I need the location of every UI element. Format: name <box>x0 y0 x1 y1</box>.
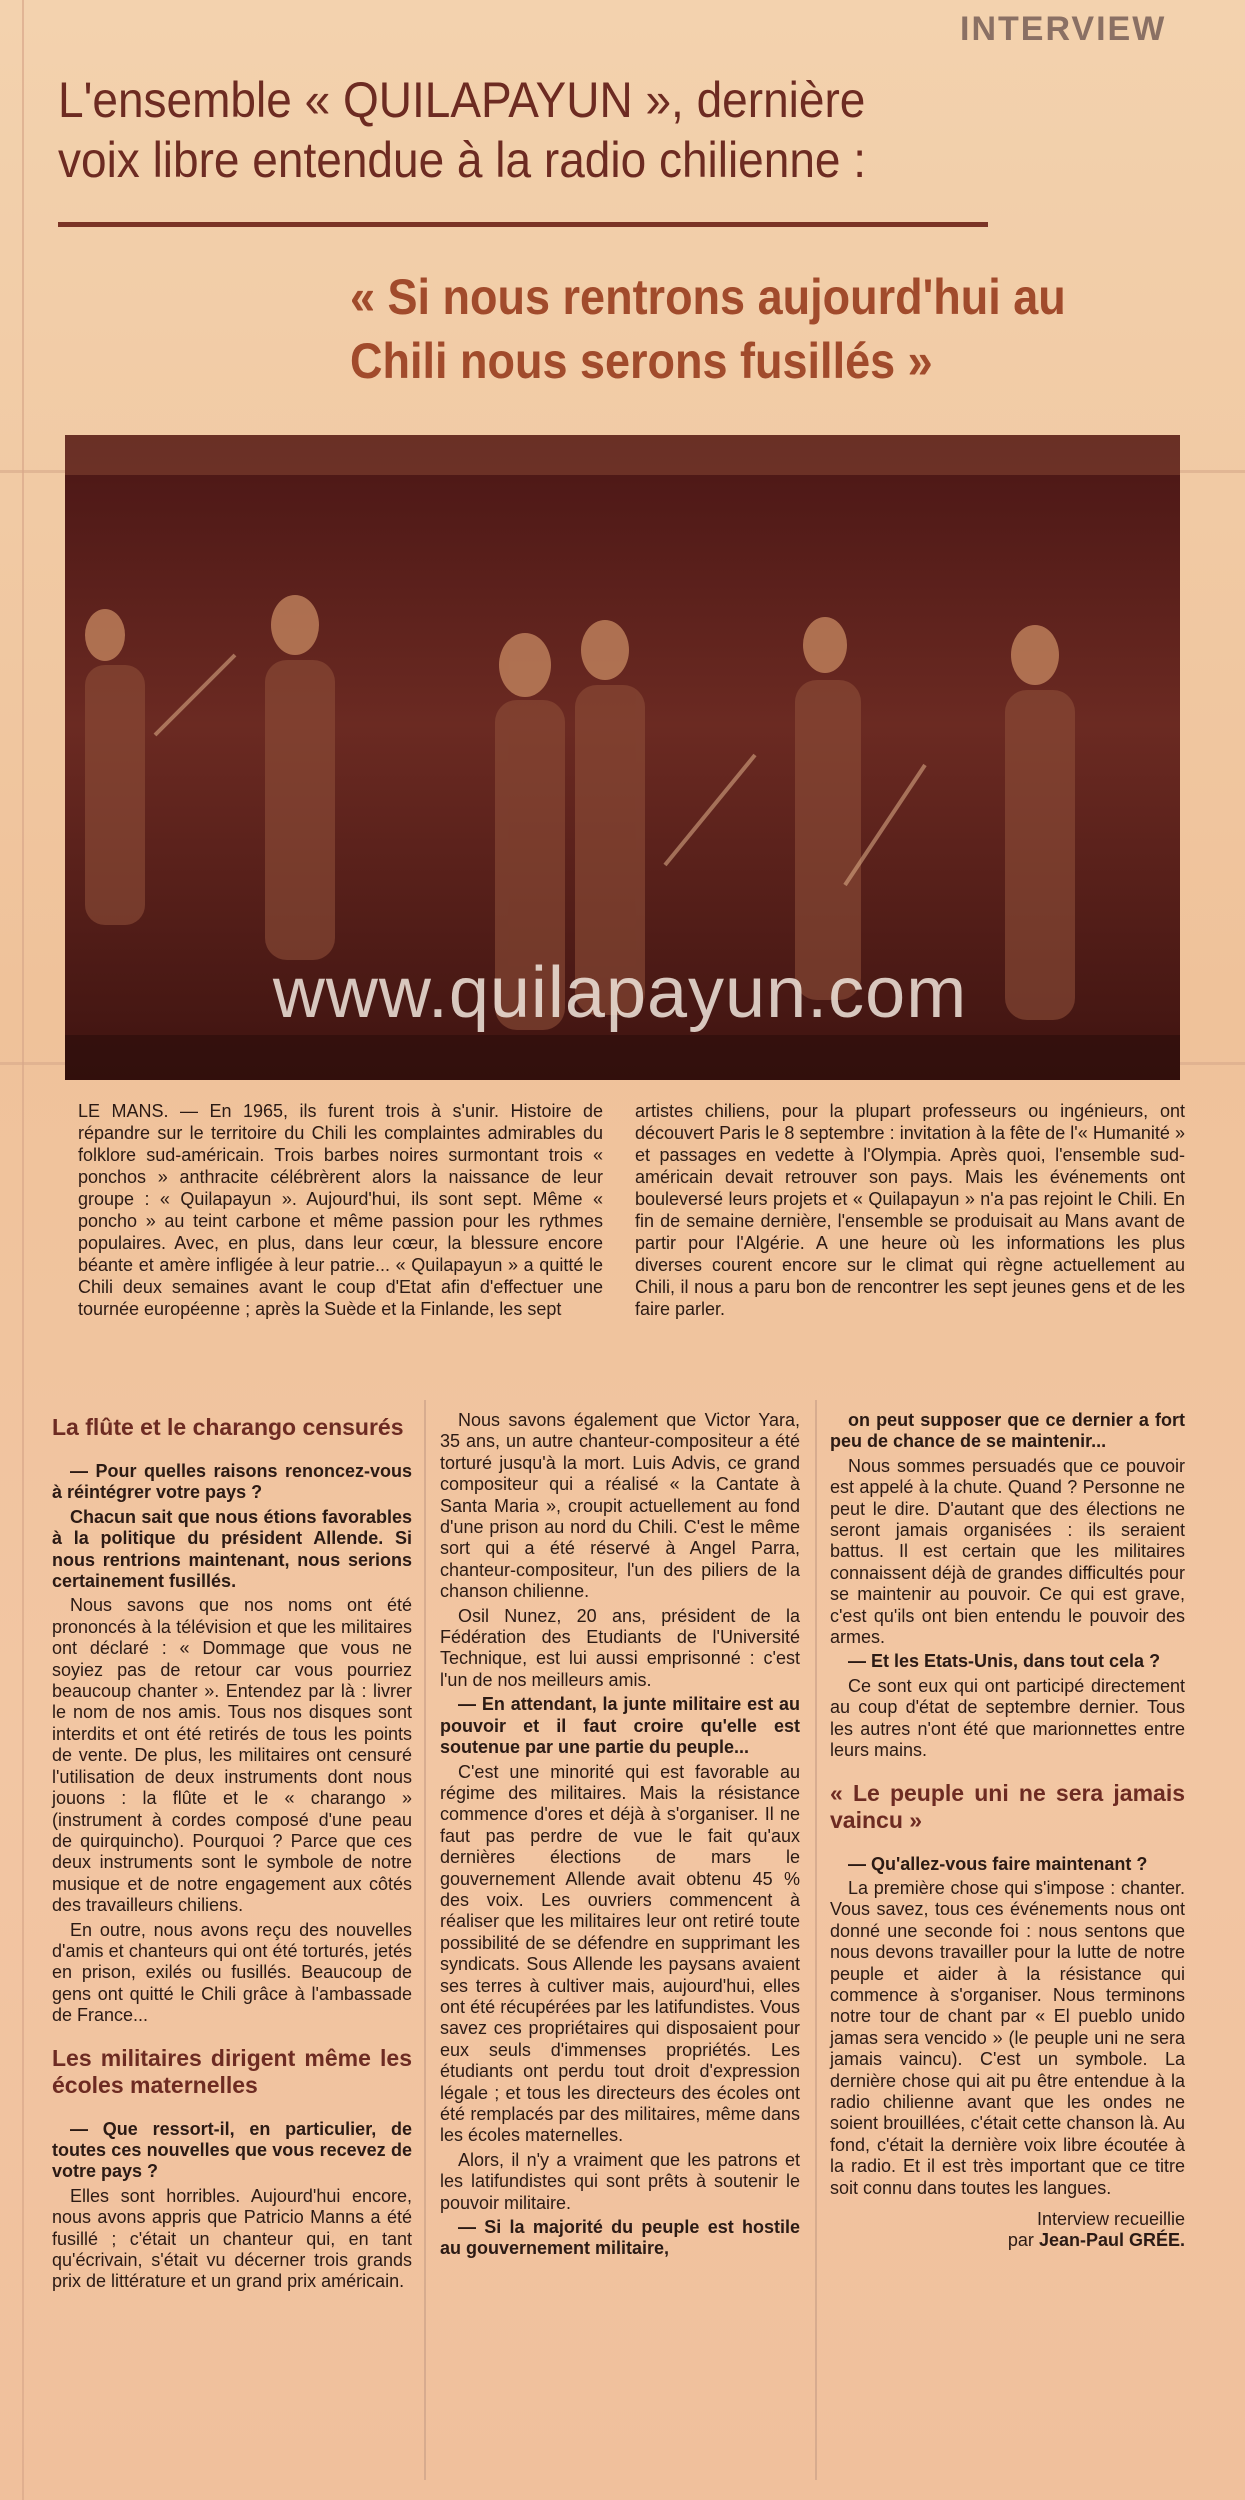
headline-rule <box>58 222 988 227</box>
question-paragraph: — En attendant, la junte militaire est au pouvoir et il faut croire qu'elle est soutenue par une partie du peuple... <box>440 1694 800 1758</box>
body-paragraph: Nous sommes persuadés que ce pouvoir est appelé à la chute. Quand ? Personne ne peut le dire. D'autant que des élections ne seront jamais organisées : ils seraient battus. Il est certain que les militaires connaissent déjà de grandes difficultés pour se maintenir au pouvoir. Ce qui est grave, c'est qu'ils ont bien entendu le pouvoir des armes. <box>830 1455 1185 1648</box>
body-paragraph: Nous savons également que Victor Yara, 35 ans, un autre chanteur-compositeur a été torturé jusqu'à la mort. Luis Advis, ce grand compositeur qui a réalisé « la Cantate à Santa Maria », croupit actuellement au fond d'une prison au nord du Chili. C'est le même sort qui a été réservé à Angel Parra, chanteur-compositeur, l'un des piliers de la chanson chilienne. <box>440 1410 800 1602</box>
article-column-3 <box>830 1410 1185 2252</box>
question-paragraph: — Que ressort-il, en particulier, de toutes ces nouvelles que vous recevez de votre pays ? <box>52 2118 412 2182</box>
question-paragraph: — Pour quelles raisons renoncez-vous à réintégrer votre pays ? <box>52 1461 412 1503</box>
body-paragraph: Alors, il n'y a vraiment que les patrons et les latifundistes qui sont prêts à soutenir le pouvoir militaire. <box>440 2149 800 2213</box>
page-left-margin-line <box>22 0 24 2500</box>
byline-label: Interview recueillie <box>1036 2209 1185 2229</box>
body-paragraph: Nous savons que nos noms ont été prononcés à la télévision et que les militaires ont déclaré : « Dommage que vous ne soyiez pas de retour car vous pourriez beaucoup chanter ». Entendez par là : livrer le nom de nos amis. Tous nos disques sont interdits et ont été retirés de tous les points de vente. De plus, les militaires ont censuré l'utilisation de deux instruments dont nous jouons : la flûte et le « charango » (instrument à cordes composé d'une peau de quirquincho). Pourquoi ? Parce que ces deux instruments sont le symbole de notre musique et de notre engagement aux côtés des travailleurs chiliens. <box>52 1595 412 1916</box>
question-paragraph: — Et les Etats-Unis, dans tout cela ? <box>848 1651 1161 1672</box>
question-paragraph: — Si la majorité du peuple est hostile au gouvernement militaire, <box>440 2217 800 2259</box>
column-divider <box>424 1400 426 2480</box>
section-heading: Les militaires dirigent même les écoles maternelles <box>52 2044 412 2098</box>
section-heading: « Le peuple uni ne sera jamais vaincu » <box>830 1779 1185 1833</box>
body-paragraph: La première chose qui s'impose : chanter. Vous savez, tous ces événements nous ont donné une seconde foi : nous sentons que nous devons travailler pour la lutte de notre peuple et aider à la résistance qui commence à s'organiser. Nous terminons notre tour de chant par « El pueblo unido jamas sera vencido » (le peuple uni ne sera jamais vaincu). C'est un symbole. La dernière chose qui ait pu être entendue à la radio chilienne avant que les ondes ne soient brouillées, c'était cette chanson là. Au fond, c'était la dernière voix libre écoutée à la radio. Et il est très important que ce titre soit connu dans toutes les langues. <box>830 1877 1185 2198</box>
answer-paragraph: Chacun sait que nous étions favorables à la politique du président Allende. Si nous rentrions maintenant, nous serions certainement fusillés. <box>52 1506 412 1592</box>
watermark-text: www.quilapayun.com <box>272 953 968 1033</box>
subheadline-quote: « Si nous rentrons aujourd'hui au Chili nous serons fusillés » <box>350 269 1066 389</box>
article-column-1 <box>52 1410 412 2296</box>
body-paragraph: En outre, nous avons reçu des nouvelles d'amis et chanteurs qui ont été torturés, jetés en prison, exilés ou fusillés. Beaucoup de gens ont quitté le Chili grâce à l'ambassade de France... <box>52 1919 412 2026</box>
column-divider <box>815 1400 817 2480</box>
byline-author: Jean-Paul GRÉE. <box>1038 2230 1185 2251</box>
body-paragraph: Osil Nunez, 20 ans, président de la Fédération des Etudiants de l'Université Technique, est lui aussi emprisonné : c'est l'un de nos meilleurs amis. <box>440 1605 800 1690</box>
byline-par: par <box>1007 2230 1034 2251</box>
article-column-2 <box>440 1410 800 2263</box>
section-heading: La flûte et le charango censurés <box>52 1414 404 1440</box>
byline <box>830 2209 1185 2252</box>
question-paragraph: on peut supposer que ce dernier a fort peu de chance de se maintenir... <box>830 1410 1185 1452</box>
body-paragraph: C'est une minorité qui est favorable au régime des militaires. Mais la résistance commence d'ores et déjà à s'organiser. Il ne faut pas perdre de vue le fait qu'aux dernières élections de mars le gouvernement Allende avait obtenu 45 % des voix. Les ouvriers commencent à réaliser que les militaires leur ont retiré toute possibilité de se défendre en supprimant les syndicats. Sous Allende les paysans avaient ses terres à cultiver mais, aujourd'hui, elles ont été récupérées par les latifundistes. Vous savez ces propriétaires qui disposaient pour eux seuls d'immenses propriétés. Les étudiants ont perdu tout droit d'expression légale ; et tous les directeurs des écoles ont été remplacés par des militaires, même dans les écoles maternelles. <box>440 1761 800 2146</box>
headline: L'ensemble « QUILAPAYUN », dernière voix libre entendue à la radio chilienne : <box>58 72 867 188</box>
lead-paragraph-col2: artistes chiliens, pour la plupart professeurs ou ingénieurs, ont découvert Paris le 8 septembre : invitation à la fête de l'« Humanité » et passages en vedette à l'Olympia. Après quoi, l'ensemble sud-américain devait retrouver son pays. Mais les événements ont bouleversé leurs projets et « Quilapayun » n'a pas rejoint le Chili. En fin de semaine dernière, l'ensemble se produisait au Mans avant de partir pour l'Algérie. A une heure où les informations les plus diverses courent encore sur le climat qui règne actuellement au Chili, il nous a paru bon de rencontrer les sept jeunes gens et de les faire parler. <box>635 1101 1185 1319</box>
body-paragraph: Ce sont eux qui ont participé directement au coup d'état de septembre dernier. Tous les autres n'ont été que marionnettes entre leurs mains. <box>830 1675 1185 1761</box>
body-paragraph: Elles sont horribles. Aujourd'hui encore, nous avons appris que Patricio Manns a été fusillé ; c'était un chanteur qui, en tant qu'écrivain, s'était vu décerner trois grands prix de littérature et un grand prix américain. <box>52 2185 412 2292</box>
question-paragraph: — Qu'allez-vous faire maintenant ? <box>848 1853 1148 1874</box>
lead-paragraph-col1: LE MANS. — En 1965, ils furent trois à s'unir. Histoire de répandre sur le territoire du Chili les complaintes admirables du folklore sud-américain. Trois barbes noires surmontant trois « ponchos » anthracite célébrèrent alors la naissance de leur groupe : « Quilapayun ». Aujourd'hui, ils sont sept. Même « poncho » au teint carbone et même passion pour les rythmes populaires. Avec, en plus, dans leur cœur, la blessure encore béante et amère infligée à leur patrie... « Quilapayun » a quitté le Chili deux semaines avant le coup d'Etat afin d'effectuer une tournée européenne ; après la Suède et la Finlande, les sept <box>78 1101 603 1319</box>
section-kicker: INTERVIEW <box>960 10 1167 48</box>
